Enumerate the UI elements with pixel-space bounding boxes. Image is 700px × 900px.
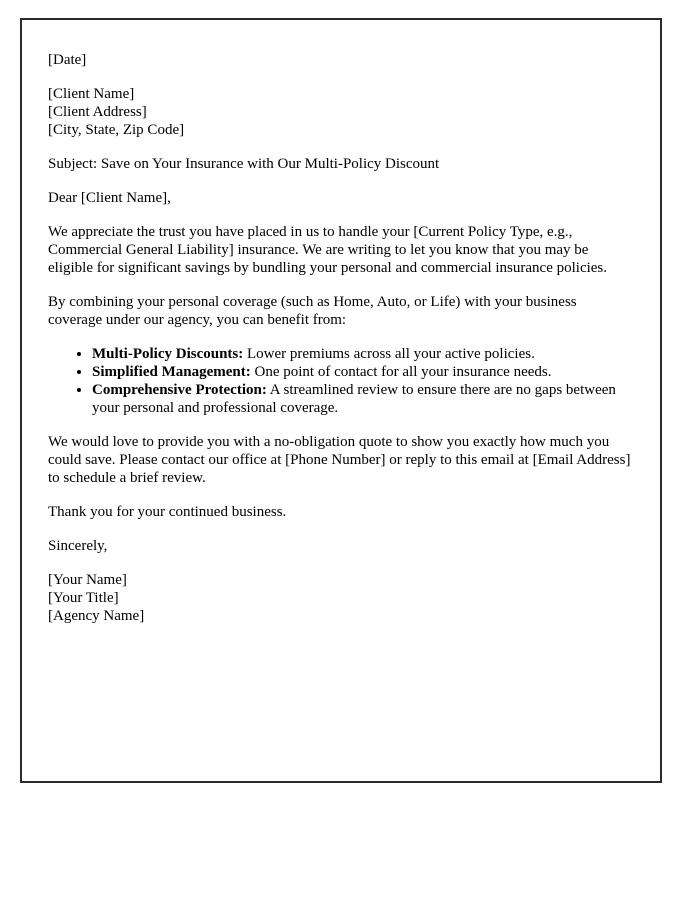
letter-page: [20, 18, 662, 783]
letter-document: [48, 51, 634, 625]
subject-line: Subject: Save on Your Insurance with Our Multi-Policy Discount: [48, 156, 440, 172]
signature-title: [Your Title]: [48, 590, 119, 606]
benefit-text: A streamlined review to ensure there are no gaps between your personal and professional coverage.: [92, 382, 616, 416]
signoff: Sincerely,: [48, 538, 108, 554]
salutation: Dear [Client Name],: [48, 190, 171, 206]
intro-paragraph: We appreciate the trust you have placed in us to handle your [Current Policy Type, e.g., Commercial General Liability] insurance. We are writing to let you know that you may be eligible for significant savings by bundling your personal and commercial insurance policies.: [48, 224, 608, 276]
cta-paragraph: We would love to provide you with a no-obligation quote to show you exactly how much you could save. Please contact our office at [Phone Number] or reply to this email at [Email Address] to schedule a brief review.: [48, 434, 631, 486]
recipient-city-state-zip: [City, State, Zip Code]: [48, 122, 185, 138]
benefit-label: Simplified Management:: [92, 364, 251, 380]
recipient-block: [48, 85, 634, 139]
benefit-item-simplified-management: [92, 363, 634, 381]
thanks-paragraph: Thank you for your continued business.: [48, 504, 287, 520]
signature-agency: [Agency Name]: [48, 608, 145, 624]
benefits-lead-paragraph: By combining your personal coverage (such as Home, Auto, or Life) with your business coverage under our agency, you can benefit from:: [48, 294, 577, 328]
benefit-text: Lower premiums across all your active policies.: [247, 346, 535, 362]
benefit-text: One point of contact for all your insurance needs.: [254, 364, 552, 380]
benefit-item-multi-policy-discounts: [92, 345, 634, 363]
benefits-list: [48, 345, 634, 417]
benefit-label: Comprehensive Protection:: [92, 382, 267, 398]
benefit-label: Multi-Policy Discounts:: [92, 346, 244, 362]
recipient-address: [Client Address]: [48, 104, 147, 120]
benefit-item-comprehensive-protection: [92, 381, 634, 417]
date-placeholder: [Date]: [48, 52, 87, 68]
signature-block: [48, 571, 634, 625]
signature-name: [Your Name]: [48, 572, 127, 588]
recipient-name: [Client Name]: [48, 86, 135, 102]
